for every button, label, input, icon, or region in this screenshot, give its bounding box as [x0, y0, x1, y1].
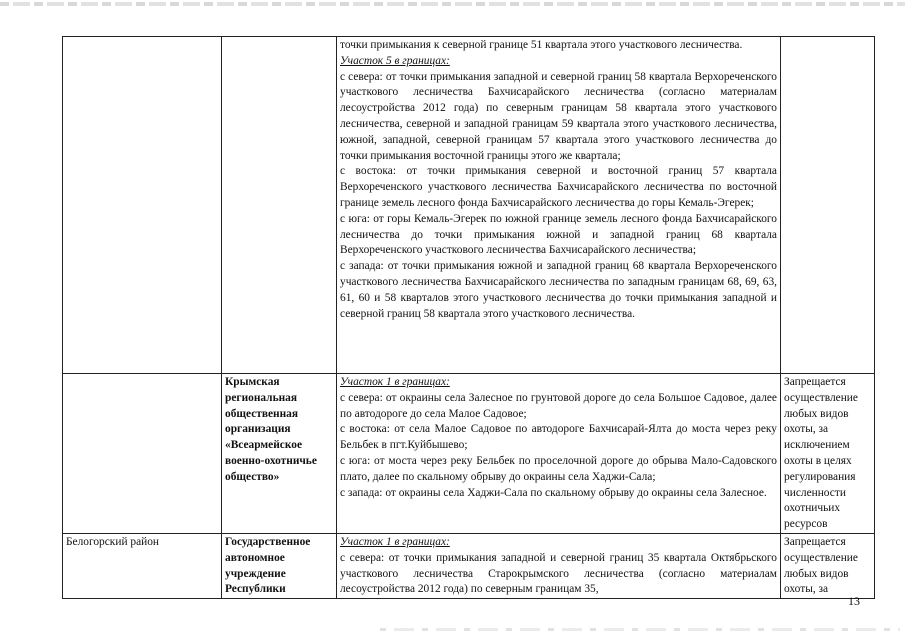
- restriction-cell: [781, 37, 875, 374]
- boundary-paragraph: с востока: от села Малое Садовое по автодороге Бахчисарай-Ялта до моста через реку Бельбек в пгт.Куйбышево;: [340, 423, 777, 452]
- page-number: 13: [848, 594, 860, 608]
- boundary-paragraph: с севера: от точки примыкания западной и северной границ 35 квартала Октябрьского участкового лесничества Старокрымского лесничества (согласно материалам лесоустройства 2012 года) по северным границам 35,: [340, 551, 777, 596]
- district-cell: Белогорский район: [63, 533, 222, 598]
- table-row: [63, 374, 875, 534]
- scan-bottom-edge: [380, 628, 900, 631]
- section-title: Участок 1 в границах:: [340, 376, 450, 388]
- section-title: Участок 5 в границах:: [340, 54, 450, 67]
- restriction-cell: Запрещается осуществление любых видов охоты, за: [781, 533, 875, 598]
- scan-top-edge: [0, 2, 905, 6]
- boundary-paragraph: точки примыкания к северной границе 51 квартала этого участкового лесничества.: [340, 39, 743, 51]
- organization-cell: Государственное автономное учреждение Республики: [222, 533, 337, 598]
- table-row: [63, 533, 875, 598]
- boundary-paragraph: с юга: от моста через реку Бельбек по проселочной дороге до обрыва Мало-Садовского плато, далее по скальному обрыву до окраины села Хаджи-Сала;: [340, 454, 777, 483]
- restriction-cell: Запрещается осуществление любых видов охоты, за исключением охоты в целях регулирования численности охотничьих ресурсов: [781, 374, 875, 534]
- boundaries-cell: [337, 37, 781, 374]
- district-cell: [63, 37, 222, 374]
- section-title: Участок 1 в границах:: [340, 535, 450, 548]
- boundary-paragraph: с востока: от точки примыкания северной и восточной границ 57 квартала Верхореченского участкового лесничества Бахчисарайского лесничества по восточной границе земель лесного фонда Бахчисарайского лесничества до горы Кемаль-Эгерек;: [340, 165, 777, 209]
- boundary-paragraph: с севера: от окраины села Залесное по грунтовой дороге до села Большое Садовое, далее по автодороге до села Малое Садовое;: [340, 391, 777, 420]
- district-cell: [63, 374, 222, 534]
- hunting-areas-table: [62, 36, 875, 599]
- organization-cell: [222, 37, 337, 374]
- boundary-paragraph: с севера: от точки примыкания западной и северной границ 58 квартала Верхореченского участкового лесничества Бахчисарайского лесничества (согласно материалам лесоустройства 2012 года) по северным границам 58 квартала этого участкового лесничества, северной и западной границам 59 квартала этого участкового лесничества, южной, западной, северной границам 57 квартала этого участкового лесничества до точки примыкания восточной границы этого же квартала;: [340, 70, 777, 162]
- boundary-paragraph: с запада: от окраины села Хаджи-Сала по скальному обрыву до окраины села Залесное.: [340, 486, 767, 499]
- boundaries-cell: [337, 374, 781, 534]
- boundary-paragraph: с юга: от горы Кемаль-Эгерек по южной границе земель лесного фонда Бахчисарайского лесничества до точки примыкания южной и западной границ 68 квартала Верхореченского участкового лесничества Бахчисарайского лесничества;: [340, 212, 777, 257]
- organization-cell: Крымская региональная общественная организация «Всеармейское военно-охотничье общество»: [222, 374, 337, 534]
- table-row: [63, 37, 875, 374]
- boundaries-cell: [337, 533, 781, 598]
- boundary-paragraph: с запада: от точки примыкания южной и западной границ 68 квартала Верхореченского участкового лесничества Бахчисарайского лесничества по западным границам 68, 69, 63, 61, 60 и 58 кварталов этого участкового лесничества до точки примыкания западной и северной границ 58 квартала этого участкового лесничества.: [340, 260, 777, 320]
